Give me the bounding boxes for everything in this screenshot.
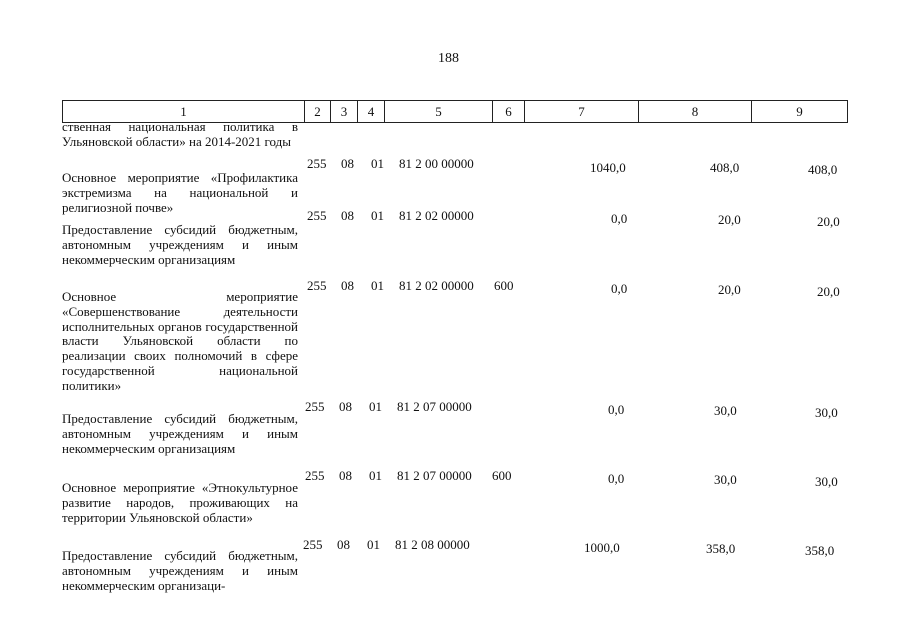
cell-col-7: 1040,0 [590, 160, 626, 175]
cell-col-5: 81 2 07 00000 [397, 399, 472, 414]
cell-col-4: 01 [371, 156, 384, 171]
cell-col-3: 08 [337, 537, 350, 552]
header-col-2: 2 [305, 101, 331, 122]
cell-col-9: 30,0 [815, 474, 838, 489]
cell-col-8: 408,0 [710, 160, 740, 175]
cell-col-6: 600 [494, 278, 514, 293]
header-col-9: 9 [796, 104, 803, 119]
cell-col-8: 20,0 [718, 282, 741, 297]
cell-col-4: 01 [367, 537, 380, 552]
row-description: Предоставление субсидий бюджетным, автономным учреждениям и иным некоммерческим организациям [62, 222, 298, 267]
cell-col-9: 20,0 [817, 284, 840, 299]
row-description: Основное мероприятие «Совершенствование деятельности исполнительных органов государственной власти Ульяновской области по реализации своих полномочий в сфере государственной национальной политики» [62, 289, 298, 393]
cell-col-2: 255 [307, 278, 327, 293]
page-number: 188 [438, 51, 459, 66]
header-col-5: 5 [385, 101, 493, 122]
row-description: Основное мероприятие «Профилактика экстремизма на национальной и религиозной почве» [62, 170, 298, 215]
cell-col-5: 81 2 00 00000 [399, 156, 474, 171]
cell-col-7: 0,0 [608, 471, 625, 486]
header-col-1: 1 [63, 101, 305, 122]
cell-col-9: 408,0 [808, 162, 838, 177]
cell-col-2: 255 [307, 156, 327, 171]
cell-col-3: 08 [339, 399, 352, 414]
header-col-7: 7 [525, 101, 639, 122]
cell-col-4: 01 [371, 208, 384, 223]
cell-col-6: 600 [492, 468, 512, 483]
cell-col-2: 255 [303, 537, 323, 552]
cell-col-8: 358,0 [706, 541, 736, 556]
cell-col-5: 81 2 02 00000 [399, 278, 474, 293]
header-col-4: 4 [358, 101, 385, 122]
cell-col-5: 81 2 02 00000 [399, 208, 474, 223]
cell-col-3: 08 [341, 156, 354, 171]
cell-col-7: 0,0 [608, 402, 625, 417]
cell-col-4: 01 [369, 399, 382, 414]
cell-col-4: 01 [369, 468, 382, 483]
cell-col-2: 255 [307, 208, 327, 223]
cell-col-3: 08 [341, 208, 354, 223]
header-col-3: 3 [331, 101, 358, 122]
cell-col-2: 255 [305, 399, 325, 414]
cell-col-7: 0,0 [611, 211, 628, 226]
cell-col-7: 0,0 [611, 281, 628, 296]
row-description: Предоставление субсидий бюджетным, автономным учреждениям и иным некоммерческим организаци- [62, 548, 298, 593]
row-description: Предоставление субсидий бюджетным, автономным учреждениям и иным некоммерческим организациям [62, 411, 298, 456]
cell-col-2: 255 [305, 468, 325, 483]
cell-col-5: 81 2 07 00000 [397, 468, 472, 483]
header-col-8: 8 [639, 101, 752, 122]
cell-col-9: 30,0 [815, 405, 838, 420]
cell-col-9: 20,0 [817, 214, 840, 229]
cell-col-3: 08 [341, 278, 354, 293]
cell-col-8: 30,0 [714, 472, 737, 487]
row-description: ственная национальная политика в Ульяновской области» на 2014-2021 годы [62, 119, 298, 149]
cell-col-7: 1000,0 [584, 540, 620, 555]
header-col-6: 6 [493, 101, 525, 122]
cell-col-3: 08 [339, 468, 352, 483]
cell-col-8: 20,0 [718, 212, 741, 227]
cell-col-8: 30,0 [714, 403, 737, 418]
row-description: Основное мероприятие «Этнокультурное развитие народов, проживающих на территории Ульяновской области» [62, 480, 298, 525]
cell-col-5: 81 2 08 00000 [395, 537, 470, 552]
cell-col-9: 358,0 [805, 543, 835, 558]
cell-col-4: 01 [371, 278, 384, 293]
